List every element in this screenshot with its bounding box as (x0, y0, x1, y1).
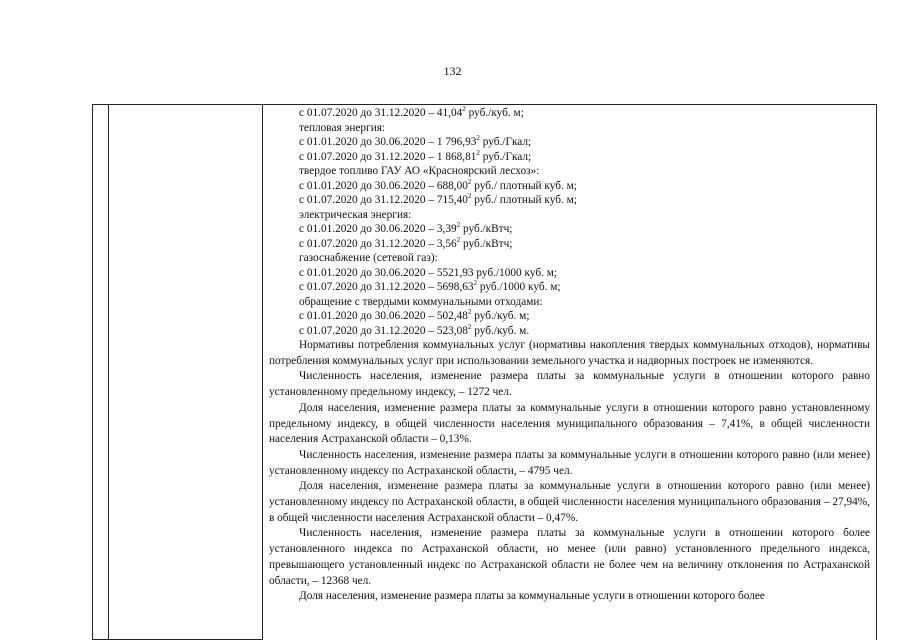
tariff-line: с 01.01.2020 до 30.06.2020 – 1 796,93$^2$ руб./Гкал; (299, 134, 532, 148)
tariff-line: электрическая энергия: (299, 208, 412, 221)
tariff-line: с 01.07.2020 до 31.12.2020 – 41,04$^2$ руб./куб. м; (299, 105, 524, 119)
tariff-line: с 01.07.2020 до 31.12.2020 – 523,08$^2$ руб./куб. м. (299, 322, 530, 337)
tariff-line: с 01.01.2020 до 30.06.2020 – 3,39$^2$ руб./кВтч; (299, 221, 513, 235)
paragraph: Доля населения, изменение размера платы за коммунальные услуги в отношении которого равно (или менее) установленному индексу по Астраханской области, в общей численности населения муниципального образования – 27,94%, в общей численности населения Астраханской области – 0,47%. (269, 480, 870, 524)
tariff-line: с 01.07.2020 до 31.12.2020 – 5698,63$^2$ руб./1000 куб. м; (299, 279, 561, 293)
tariff-line: с 01.07.2020 до 31.12.2020 – 715,40$^2$ руб./ плотный куб. м; (299, 192, 577, 206)
tariff-line: с 01.01.2020 до 30.06.2020 – 5521,93 руб./1000 куб. м; (299, 266, 558, 279)
tariff-line: твердое топливо ГАУ АО «Красноярский лесхоз»: (299, 165, 540, 177)
paragraph: Доля населения, изменение размера платы за коммунальные услуги в отношении которого более (299, 590, 765, 603)
paragraph: Численность населения, изменение размера платы за коммунальные услуги в отношении которого равно установленному предельному индексу, – 1272 чел. (269, 370, 870, 399)
paragraph: Численность населения, изменение размера платы за коммунальные услуги в отношении которого равно (или менее) установленному индексу по Астраханской области, – 4795 чел. (269, 448, 870, 477)
table-cell-name (109, 105, 263, 640)
tariff-line: с 01.07.2020 до 31.12.2020 – 3,56$^2$ руб./кВтч; (299, 235, 513, 250)
paragraph: Численность населения, изменение размера платы за коммунальные услуги в отношении которого более установленного индекса по Астраханской области, но менее (или равно) установленного предельного индекса, превышающего установленный индекс по Астраханской области не более чем на величину отклонения по Астраханской области, – 12368 чел. (269, 527, 870, 587)
table-cell-content (263, 105, 877, 640)
document-table (92, 104, 877, 640)
tariff-line: газоснабжение (сетевой газ): (299, 252, 438, 264)
tariff-line: с 01.01.2020 до 30.06.2020 – 688,00$^2$ руб./ плотный куб. м; (299, 177, 577, 192)
paragraph: Нормативы потребления коммунальных услуг (нормативы накопления твердых коммунальных отходов), нормативы потребления коммунальных услуг при использовании земельного участка и надворных построек не изменяются. (269, 339, 870, 367)
tariff-line: с 01.07.2020 до 31.12.2020 – 1 868,81$^2$ руб./Гкал; (299, 148, 532, 163)
tariff-line: с 01.01.2020 до 30.06.2020 – 502,48$^2$ руб./куб. м; (299, 308, 530, 322)
tariff-line: обращение с твердыми коммунальными отходами: (299, 295, 543, 308)
paragraph: Доля населения, изменение размера платы за коммунальные услуги в отношении которого равно установленному предельному индексу, в общей численности населения муниципального образования – 7,41%, в общей численности населения Астраханской области – 0,13%. (269, 401, 870, 446)
table-cell-number (93, 105, 109, 640)
page-number: 132 (443, 64, 462, 78)
table-row (93, 105, 877, 640)
tariff-line: тепловая энергия: (299, 121, 386, 134)
